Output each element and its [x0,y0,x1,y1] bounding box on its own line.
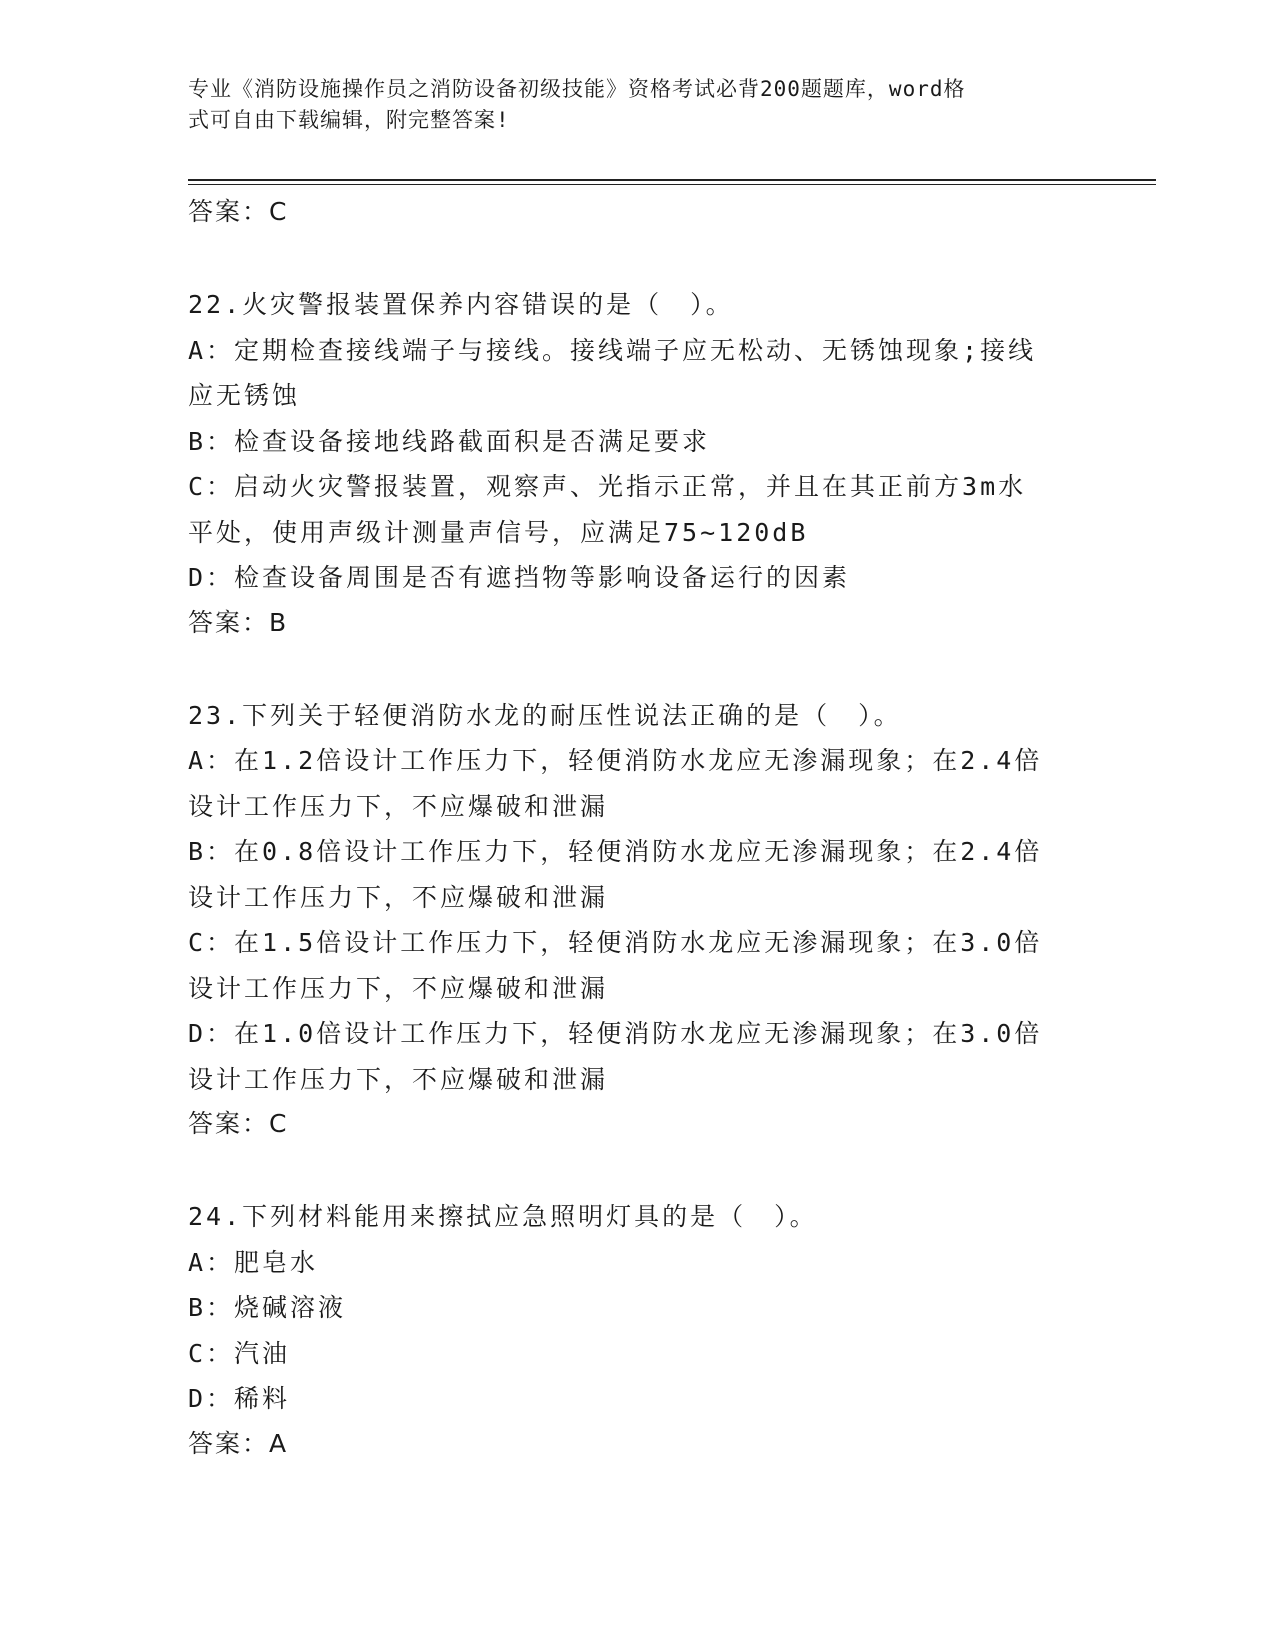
question-22 [188,282,1088,645]
option-c-line-2: 平处，使用声级计测量声信号，应满足75~120dB [188,517,809,547]
spacer [188,234,1088,282]
option-b-line-1: B：在0.8倍设计工作压力下，轻便消防水龙应无渗漏现象；在2.4倍 [188,837,1043,866]
question-answer: 答案：A [188,1428,289,1458]
option-a-line-2: 设计工作压力下，不应爆破和泄漏 [188,791,609,821]
header-divider-thin [188,184,1156,185]
spacer [188,645,1088,693]
option-a-line-1: A：在1.2倍设计工作压力下，轻便消防水龙应无渗漏现象；在2.4倍 [188,746,1043,775]
previous-answer: 答案：C [188,197,289,226]
option-a: A：肥皂水 [188,1247,319,1277]
option-c-line-1: C：在1.5倍设计工作压力下，轻便消防水龙应无渗漏现象；在3.0倍 [188,928,1043,957]
question-stem: 24.下列材料能用来擦拭应急照明灯具的是（ ）。 [188,1202,818,1231]
question-24 [188,1194,1088,1466]
option-d: D：稀料 [188,1384,291,1413]
option-d-line-2: 设计工作压力下，不应爆破和泄漏 [188,1064,609,1094]
option-c-line-1: C：启动火灾警报装置，观察声、光指示正常，并且在其正前方3m水 [188,472,1027,501]
question-23 [188,693,1088,1147]
option-b-line-2: 设计工作压力下，不应爆破和泄漏 [188,882,609,912]
question-stem: 23.下列关于轻便消防水龙的耐压性说法正确的是（ ）。 [188,700,902,730]
option-c: C：汽油 [188,1338,291,1368]
question-answer: 答案：B [188,607,289,637]
spacer [188,1146,1088,1194]
header-divider-thick [188,179,1156,181]
question-answer: 答案：C [188,1109,289,1138]
header-title-line-2: 式可自由下载编辑，附完整答案! [188,108,510,132]
option-d: D：检查设备周围是否有遮挡物等影响设备运行的因素 [188,563,851,592]
header-title-line-1: 专业《消防设施操作员之消防设备初级技能》资格考试必背200题题库，word格 [188,77,966,101]
option-a-line-1: A：定期检查接线端子与接线。接线端子应无松动、无锈蚀现象;接线 [188,335,1037,365]
option-a-line-2: 应无锈蚀 [188,381,301,410]
option-c-line-2: 设计工作压力下，不应爆破和泄漏 [188,973,609,1003]
question-stem: 22.火灾警报装置保养内容错误的是（ ）。 [188,290,734,319]
option-d-line-1: D：在1.0倍设计工作压力下，轻便消防水龙应无渗漏现象；在3.0倍 [188,1019,1043,1048]
document-body [188,190,1088,1466]
option-b: B：烧碱溶液 [188,1293,347,1322]
option-b: B：检查设备接地线路截面积是否满足要求 [188,426,711,456]
document-header [188,74,1068,136]
